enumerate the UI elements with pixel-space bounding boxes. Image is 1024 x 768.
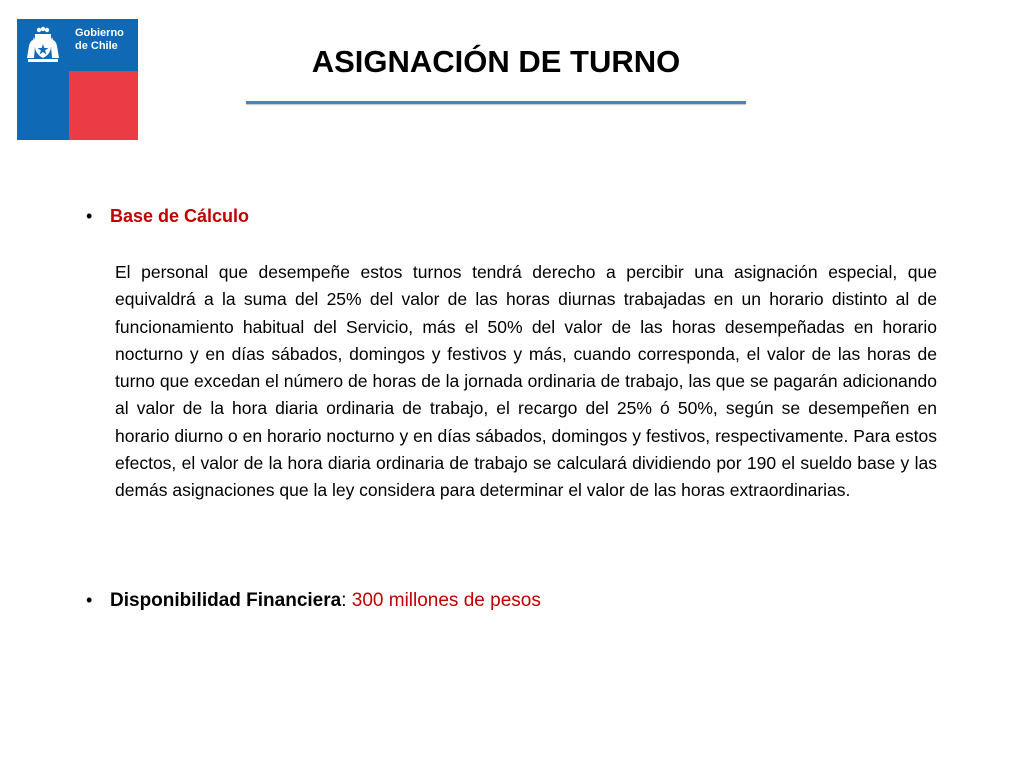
logo-text — [75, 27, 137, 53]
logo-red-block — [69, 71, 138, 140]
logo-text-line2: de Chile — [75, 40, 118, 52]
section-body-paragraph: El personal que desempeñe estos turnos tendrá derecho a percibir una asignación especial, que equivaldrá a la suma del 25% del valor de las horas diurnas trabajadas en un horario distinto al de funcionamiento habitual del Servicio, más el 50% del valor de las horas desempeñadas en horario nocturno y en días sábados, domingos y festivos y más, cuando corresponda, el valor de las horas de turno que excedan el número de horas de la jornada ordinaria de trabajo, las que se pagarán adicionando al valor de la hora diaria ordinaria de trabajo, el recargo del 25% ó 50%, según se desempeñen en horario diurno o en horario nocturno y en días sábados, domingos y festivos, respectivamente. Para estos efectos, el valor de la hora diaria ordinaria de trabajo se calculará dividiendo por 190 el sueldo base y las demás asignaciones que la ley considera para determinar el valor de las horas extraordinarias. — [115, 262, 937, 501]
bullet-marker: • — [86, 590, 93, 610]
logo-blue-stripe — [17, 71, 69, 140]
financial-availability-label: Disponibilidad Financiera — [110, 590, 342, 611]
financial-availability-line — [110, 590, 541, 612]
title-underline — [246, 101, 746, 104]
gobierno-de-chile-logo — [17, 19, 138, 140]
section-heading-base-de-calculo: Base de Cálculo — [110, 206, 250, 226]
bullet-marker: • — [86, 206, 93, 226]
page-title: ASIGNACIÓN DE TURNO — [311, 44, 681, 79]
chile-coat-of-arms-icon — [22, 24, 64, 66]
logo-text-line1: Gobierno — [75, 27, 124, 39]
financial-availability-separator: : — [341, 590, 352, 611]
financial-availability-value: 300 millones de pesos — [351, 590, 541, 611]
